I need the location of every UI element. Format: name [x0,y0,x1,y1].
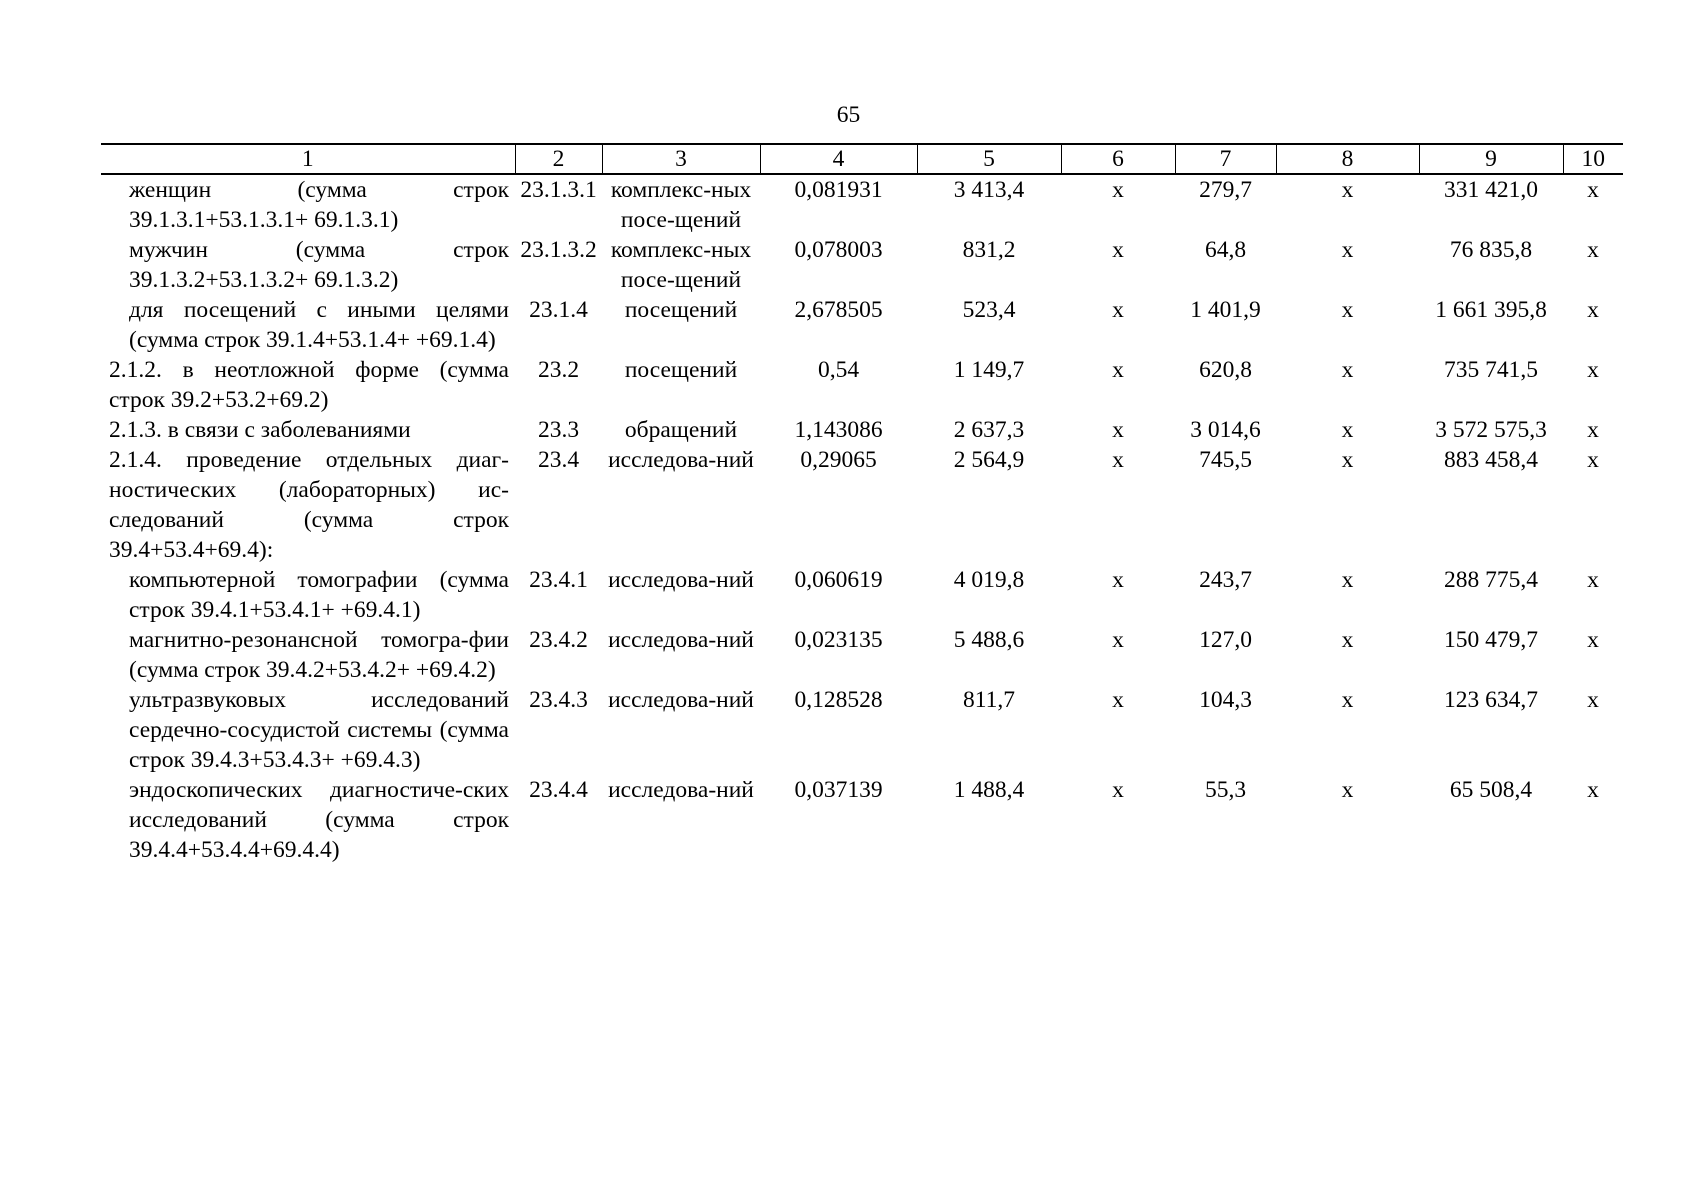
row-value-col7: 55,3 [1204,777,1247,803]
data-table [101,143,1623,865]
row-code: 23.4.1 [529,567,588,593]
table-row [101,625,1623,685]
row-description: ультразвуковых исследований сердечно-сосудистой системы (сумма строк 39.4.3+53.4.3+ +69.4.3) [129,687,509,773]
row-value-col10: х [1587,417,1599,443]
row-value-col9: 76 835,8 [1449,237,1533,263]
row-value-col9: 65 508,4 [1449,777,1533,803]
table-row [101,295,1623,355]
row-value-col10: х [1587,687,1599,713]
row-code: 23.4 [537,447,580,473]
row-value-col8: х [1341,177,1354,203]
row-value-col6: х [1112,627,1124,653]
row-description: 2.1.3. в связи с заболеваниями [109,417,411,443]
row-value-col4: 0,037139 [794,777,883,803]
table-row [101,355,1623,415]
row-value-col5: 4 019,8 [953,567,1025,593]
row-value-col8: х [1341,357,1354,383]
row-value-col4: 0,078003 [794,237,883,263]
row-unit: исследова-ний [608,687,754,713]
row-value-col6: х [1112,357,1124,383]
row-code: 23.4.2 [529,627,588,653]
row-value-col9: 1 661 395,8 [1435,297,1547,323]
row-value-col5: 2 564,9 [953,447,1025,473]
row-value-col4: 0,128528 [794,687,883,713]
row-value-col6: х [1112,417,1124,443]
row-value-col10: х [1587,447,1599,473]
row-value-col9: 288 775,4 [1444,567,1538,593]
row-value-col10: х [1587,567,1599,593]
column-header: 10 [1563,144,1623,174]
row-value-col7: 745,5 [1199,447,1252,473]
column-header: 4 [760,144,917,174]
table-row [101,775,1623,865]
row-value-col5: 1 149,7 [953,357,1025,383]
row-value-col10: х [1587,627,1599,653]
table-body [101,174,1623,865]
row-code: 23.4.4 [529,777,588,803]
row-value-col10: х [1587,297,1599,323]
column-header: 9 [1419,144,1563,174]
row-value-col5: 523,4 [962,297,1016,323]
table-row [101,565,1623,625]
row-description: компьютерной томографии (сумма строк 39.4.1+53.4.1+ +69.4.1) [129,567,509,623]
column-number-header-row [101,144,1623,174]
row-value-col8: х [1341,567,1354,593]
row-value-col8: х [1341,447,1354,473]
row-value-col10: х [1587,357,1599,383]
row-value-col8: х [1341,297,1354,323]
row-value-col5: 5 488,6 [953,627,1025,653]
column-header: 7 [1175,144,1276,174]
row-unit: исследова-ний [608,627,754,653]
row-unit: комплекс-ных посе-щений [610,177,752,233]
row-value-col4: 1,143086 [794,417,883,443]
row-value-col7: 104,3 [1199,687,1252,713]
row-unit: посещений [624,357,738,383]
table-row [101,445,1623,565]
row-unit: обращений [624,417,738,443]
table-row [101,174,1623,235]
row-value-col5: 831,2 [962,237,1016,263]
row-description: магнитно-резонансной томогра-фии (сумма строк 39.4.2+53.4.2+ +69.4.2) [129,627,509,683]
row-description: женщин (сумма строк 39.1.3.1+53.1.3.1+ 69.1.3.1) [129,177,509,233]
row-value-col8: х [1341,417,1354,443]
table-row [101,415,1623,445]
row-value-col5: 811,7 [962,687,1015,713]
table-row [101,235,1623,295]
column-header: 3 [602,144,760,174]
row-value-col4: 0,023135 [794,627,883,653]
row-value-col9: 883 458,4 [1444,447,1538,473]
column-header: 1 [101,144,515,174]
row-unit: исследова-ний [608,777,754,803]
row-value-col6: х [1112,567,1124,593]
row-value-col6: х [1112,297,1124,323]
row-code: 23.4.3 [529,687,588,713]
column-header: 2 [515,144,602,174]
row-value-col8: х [1341,687,1354,713]
column-header: 5 [917,144,1061,174]
row-value-col5: 2 637,3 [953,417,1025,443]
page-number: 65 [836,102,861,128]
row-value-col9: 150 479,7 [1444,627,1538,653]
row-unit: исследова-ний [608,447,754,473]
row-description: 2.1.4. проведение отдельных диаг-ностических (лабораторных) ис-следований (сумма строк 39.4+53.4+69.4): [109,447,509,563]
row-value-col6: х [1112,177,1124,203]
row-value-col7: 64,8 [1204,237,1247,263]
row-description: 2.1.2. в неотложной форме (сумма строк 39.2+53.2+69.2) [109,357,509,413]
row-value-col4: 0,060619 [794,567,883,593]
row-value-col9: 123 634,7 [1444,687,1538,713]
row-value-col8: х [1341,777,1354,803]
row-value-col9: 3 572 575,3 [1435,417,1547,443]
row-value-col7: 243,7 [1199,567,1252,593]
row-value-col7: 279,7 [1199,177,1252,203]
row-description: для посещений с иными целями (сумма строк 39.1.4+53.1.4+ +69.1.4) [129,297,509,353]
row-value-col6: х [1112,777,1124,803]
row-value-col8: х [1341,237,1354,263]
row-value-col4: 0,29065 [800,447,877,473]
row-unit: исследова-ний [608,567,754,593]
row-unit: посещений [624,297,738,323]
row-value-col4: 0,54 [817,357,860,383]
row-value-col6: х [1112,687,1124,713]
row-value-col4: 2,678505 [794,297,883,323]
row-value-col5: 3 413,4 [953,177,1025,203]
row-value-col7: 620,8 [1199,357,1252,383]
column-header: 6 [1061,144,1175,174]
row-value-col10: х [1587,777,1599,803]
row-code: 23.1.3.1 [520,177,597,203]
row-value-col4: 0,081931 [794,177,883,203]
row-value-col6: х [1112,447,1124,473]
row-unit: комплекс-ных посе-щений [610,237,752,293]
row-code: 23.1.3.2 [520,237,597,263]
row-description: мужчин (сумма строк 39.1.3.2+53.1.3.2+ 69.1.3.2) [129,237,509,293]
row-value-col9: 735 741,5 [1444,357,1538,383]
row-value-col8: х [1341,627,1354,653]
table-row [101,685,1623,775]
row-code: 23.1.4 [529,297,588,323]
row-value-col6: х [1112,237,1124,263]
row-value-col5: 1 488,4 [953,777,1025,803]
column-header: 8 [1276,144,1419,174]
row-value-col10: х [1587,237,1599,263]
row-code: 23.3 [537,417,580,443]
row-value-col10: х [1587,177,1599,203]
row-value-col7: 1 401,9 [1190,297,1261,323]
row-value-col9: 331 421,0 [1444,177,1538,203]
row-value-col7: 3 014,6 [1190,417,1261,443]
row-value-col7: 127,0 [1199,627,1252,653]
row-code: 23.2 [537,357,580,383]
row-description: эндоскопических диагностиче-ских исследований (сумма строк 39.4.4+53.4.4+69.4.4) [129,777,509,863]
